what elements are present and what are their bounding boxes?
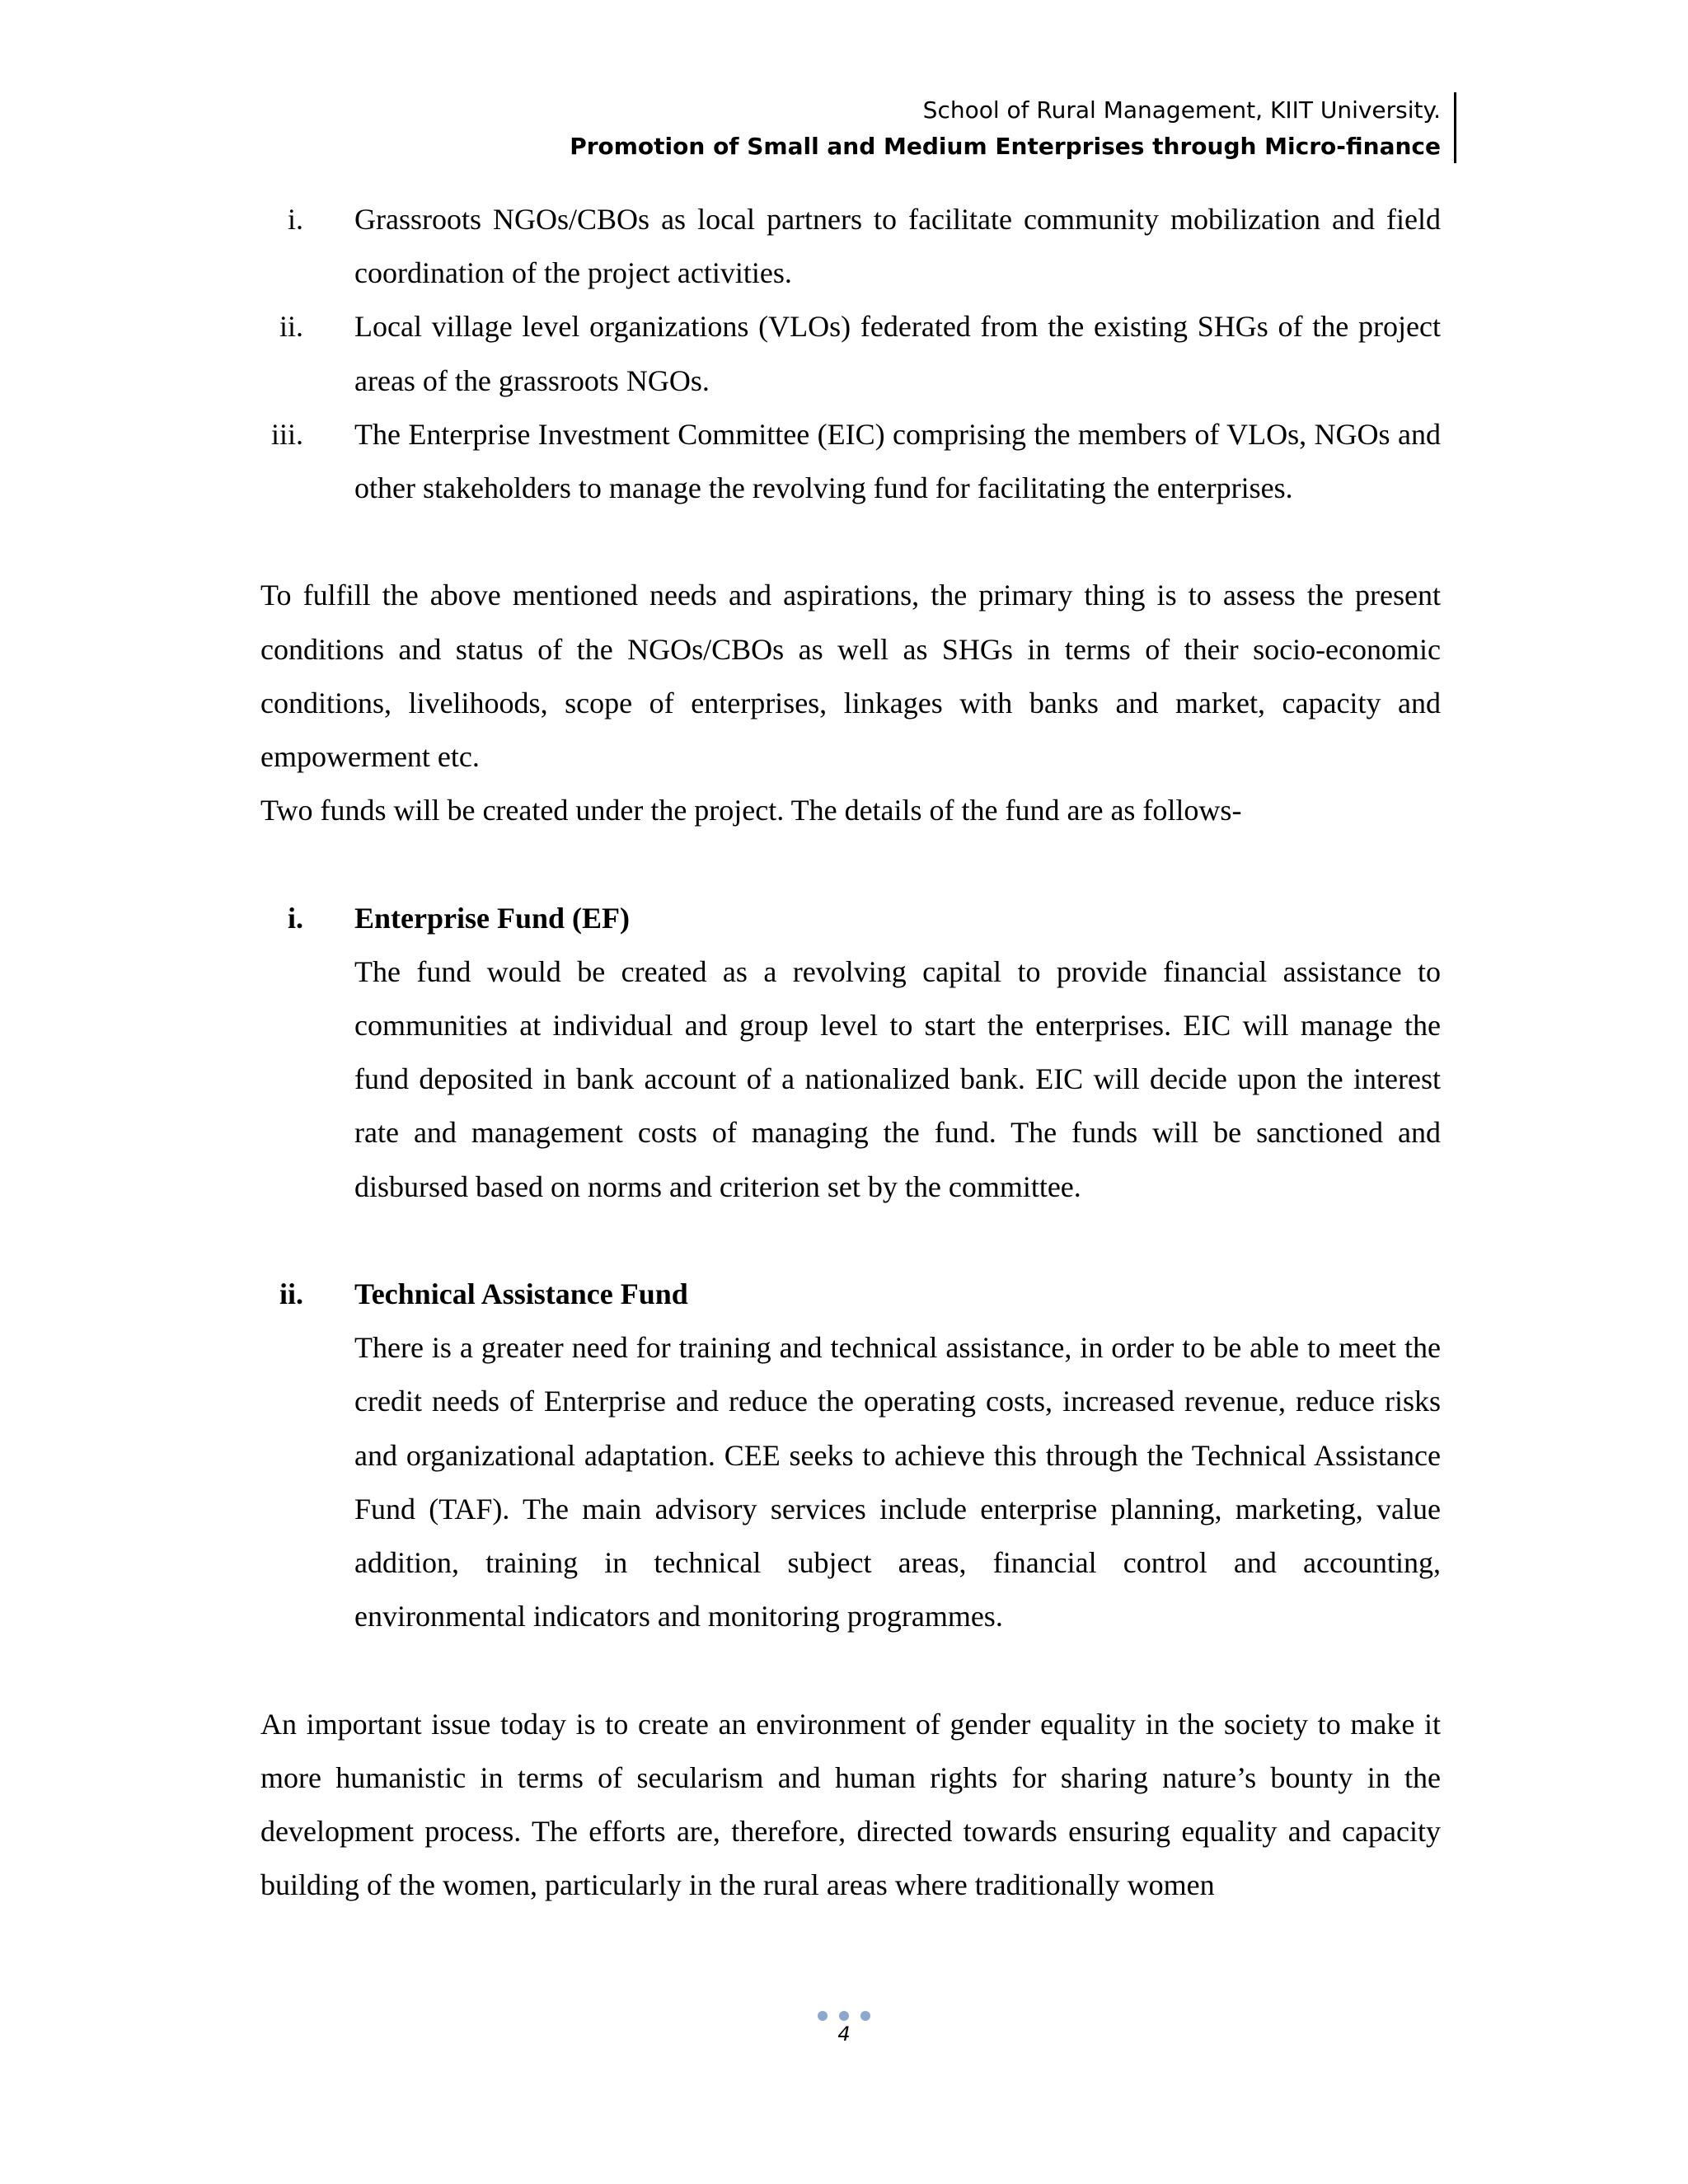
page-footer: [0, 2011, 1688, 2046]
fund-description: The fund would be created as a revolving capital to provide financial assistance to communities at individual and group level to start the enterprises. EIC will manage the fund deposited in bank account of a nationalized bank. EIC will decide upon the interest rate and management costs of managing the fund. The funds will be sanctioned and disbursed based on norms and criterion set by the committee.: [354, 954, 1441, 1203]
document-body: [260, 193, 1441, 1912]
footer-dot: [818, 2011, 828, 2021]
list-item: [260, 300, 1441, 407]
fund-item-number: ii.: [279, 1277, 303, 1311]
paragraph-funds-intro: Two funds will be created under the project. The details of the fund are as follows-: [260, 794, 1242, 827]
footer-dot: [860, 2011, 870, 2021]
partners-list: [260, 193, 1441, 515]
fund-title: Enterprise Fund (EF): [354, 901, 631, 935]
fund-description: There is a greater need for training and technical assistance, in order to be able to meet the credit needs of Enterprise and reduce the operating costs, increased revenue, reduce risks and organizational adaptation. CEE seeks to achieve this through the Technical Assistance Fund (TAF). The main advisory services include enterprise planning, marketing, value addition, training in technical subject areas, financial control and accounting, environmental indicators and monitoring programmes.: [354, 1331, 1441, 1633]
fund-item-number: i.: [287, 901, 303, 935]
list-item-number: i.: [287, 203, 303, 236]
fund-item-enterprise: [260, 892, 1441, 1214]
paragraph-gender-equality: An important issue today is to create an environment of gender equality in the society to make it more humanistic in terms of secularism and human rights for sharing nature’s bounty in the development process. The efforts are, therefore, directed towards ensuring equality and capacity building of the women, particularly in the rural areas where traditionally women: [260, 1707, 1441, 1902]
footer-dots-ornament: [0, 2011, 1688, 2022]
header-document-title: Promotion of Small and Medium Enterprises through Micro-finance: [570, 133, 1441, 160]
list-item-text: Grassroots NGOs/CBOs as local partners to facilitate community mobilization and field coordination of the project activities.: [354, 203, 1441, 290]
list-item: [260, 193, 1441, 300]
footer-dot: [839, 2011, 849, 2021]
fund-item-technical-assistance: [260, 1268, 1441, 1643]
paragraph-assessment: To fulfill the above mentioned needs and aspirations, the primary thing is to assess the present conditions and status of the NGOs/CBOs as well as SHGs in terms of their socio-economic conditions, livelihoods, scope of enterprises, linkages with banks and market, capacity and empowerment etc.: [260, 579, 1441, 774]
list-item-number: iii.: [270, 417, 303, 451]
header-institution: School of Rural Management, KIIT University.: [922, 96, 1441, 124]
page-number: 4: [837, 2022, 851, 2046]
list-item: [260, 408, 1441, 515]
header-divider: [1454, 92, 1456, 163]
page-header: [570, 92, 1441, 165]
fund-title: Technical Assistance Fund: [354, 1277, 688, 1311]
list-item-number: ii.: [279, 310, 303, 344]
list-item-text: The Enterprise Investment Committee (EIC) comprising the members of VLOs, NGOs and other stakeholders to manage the revolving fund for facilitating the enterprises.: [354, 417, 1441, 505]
list-item-text: Local village level organizations (VLOs) federated from the existing SHGs of the project areas of the grassroots NGOs.: [354, 310, 1441, 397]
